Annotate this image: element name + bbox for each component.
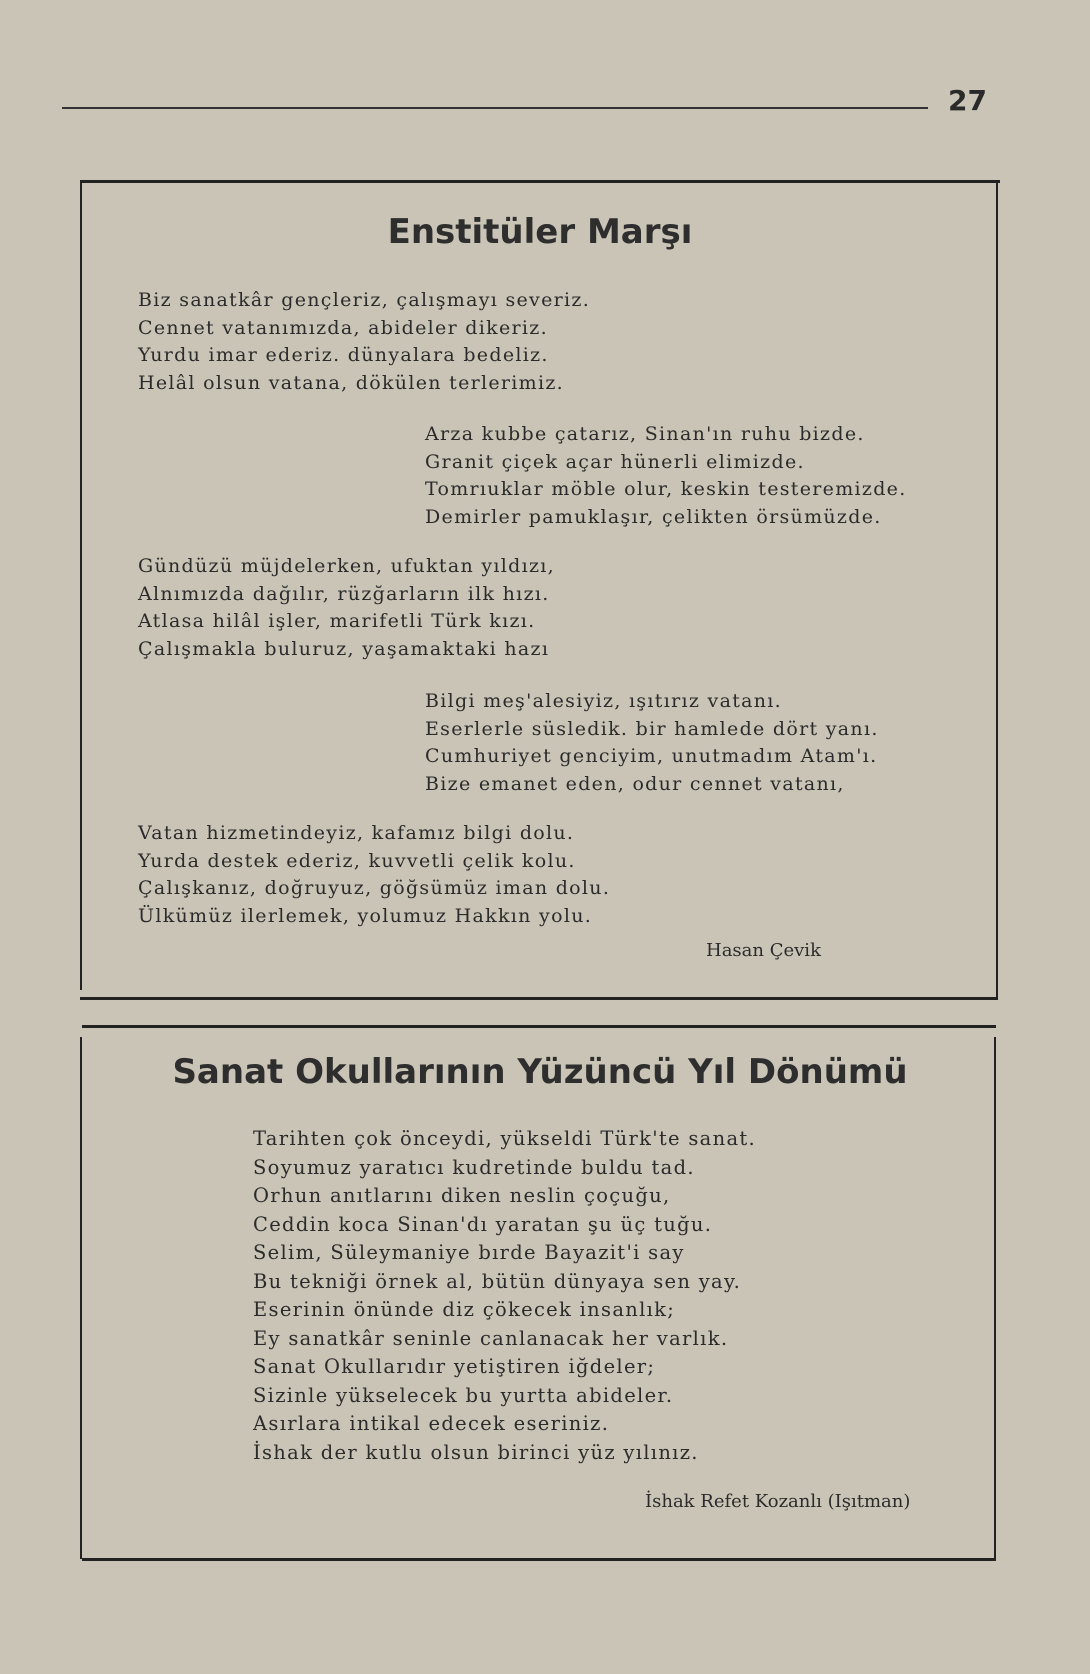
verse-line: Atlasa hilâl işler, marifetli Türk kızı. xyxy=(138,610,536,632)
verse-line: Helâl olsun vatana, dökülen terlerimiz. xyxy=(138,371,565,394)
box-right-border xyxy=(994,1037,996,1559)
verse-line: Sizinle yükselecek bu yurtta abideler. xyxy=(253,1383,674,1407)
verse-line: Cumhuriyet genciyim, unutmadım Atam'ı. xyxy=(425,745,878,767)
verse-line: Ülkümüz ilerlemek, yolumuz Hakkın yolu. xyxy=(138,904,593,927)
verse-line: Orhun anıtlarını diken neslin çoçuğu, xyxy=(253,1184,671,1207)
poem-title: Enstitüler Marşı xyxy=(387,212,693,252)
verse-line: Cennet vatanımızda, abideler dikeriz. xyxy=(138,316,548,339)
poem-author: İshak Refet Kozanlı (Işıtman) xyxy=(645,1491,911,1512)
verse-line: Alnımızda dağılır, rüzğarların ilk hızı. xyxy=(138,582,550,605)
poem2-verses xyxy=(253,1125,756,1467)
verse-line: İshak der kutlu olsun birinci yüz yılınız. xyxy=(253,1440,699,1464)
box-bottom-border xyxy=(80,997,998,1000)
verse-line: Ceddin koca Sinan'dı yaratan şu üç tuğu. xyxy=(253,1212,713,1236)
stanza-4 xyxy=(425,688,879,798)
verse-line: Ey sanatkâr seninle canlanacak her varlık. xyxy=(253,1326,729,1350)
stanza-1 xyxy=(138,287,590,397)
verse-line: Demirler pamuklaşır, çelikten örsümüzde. xyxy=(425,505,882,528)
poem1-box xyxy=(80,180,1000,1005)
stanza-3 xyxy=(138,553,555,663)
box-bottom-border xyxy=(82,1558,996,1561)
verse-line: Eserlerle süsledik. bir hamlede dört yanı. xyxy=(425,717,879,740)
verse-line: Tarihten çok önceydi, yükseldi Türk'te sanat. xyxy=(253,1127,757,1150)
verse-line: Bize emanet eden, odur cennet vatanı, xyxy=(425,772,845,795)
page-number: 27 xyxy=(948,84,987,117)
stanza-5 xyxy=(138,820,610,930)
verse-line: Biz sanatkâr gençleriz, çalışmayı severiz. xyxy=(138,289,591,311)
box-left-border xyxy=(80,1037,82,1559)
verse-line: Granit çiçek açar hünerli elimizde. xyxy=(425,450,805,473)
box-top-border xyxy=(82,1025,996,1028)
verse-line: Gündüzü müjdelerken, ufuktan yıldızı, xyxy=(138,555,555,577)
verse-line: Soyumuz yaratıcı kudretinde buldu tad. xyxy=(253,1155,695,1179)
box-top-border xyxy=(80,180,1000,183)
verse-line: Çalışkanız, doğruyuz, göğsümüz iman dolu. xyxy=(138,877,611,899)
verse-line: Sanat Okullarıdır yetiştiren iğdeler; xyxy=(253,1355,656,1378)
verse-line: Arza kubbe çatarız, Sinan'ın ruhu bizde. xyxy=(425,423,865,445)
verse-line: Yurdu imar ederiz. dünyalara bedeliz. xyxy=(138,344,549,366)
verse-line: Selim, Süleymaniye bırde Bayazit'i say xyxy=(253,1241,685,1264)
verse-line: Eserinin önünde diz çökecek insanlık; xyxy=(253,1298,676,1321)
header-rule xyxy=(62,107,928,109)
verse-line: Bu tekniği örnek al, bütün dünyaya sen yay. xyxy=(253,1269,742,1293)
verse-line: Bilgi meş'alesiyiz, ışıtırız vatanı. xyxy=(425,690,783,712)
box-right-border xyxy=(996,180,998,1000)
verse-line: Yurda destek ederiz, kuvvetli çelik kolu. xyxy=(138,849,576,872)
verse-line: Vatan hizmetindeyiz, kafamız bilgi dolu. xyxy=(138,822,575,844)
poem-author: Hasan Çevik xyxy=(706,940,821,961)
box-left-border xyxy=(80,180,82,990)
verse-line: Tomrıuklar möble olur, keskin testeremizde. xyxy=(425,478,907,500)
verse-line: Çalışmakla buluruz, yaşamaktaki hazı xyxy=(138,637,550,660)
stanza-2 xyxy=(425,421,907,531)
poem2-box xyxy=(80,1025,1000,1565)
verse-line: Asırlara intikal edecek eseriniz. xyxy=(253,1412,610,1435)
poem-title: Sanat Okullarının Yüzüncü Yıl Dönümü xyxy=(172,1052,908,1092)
